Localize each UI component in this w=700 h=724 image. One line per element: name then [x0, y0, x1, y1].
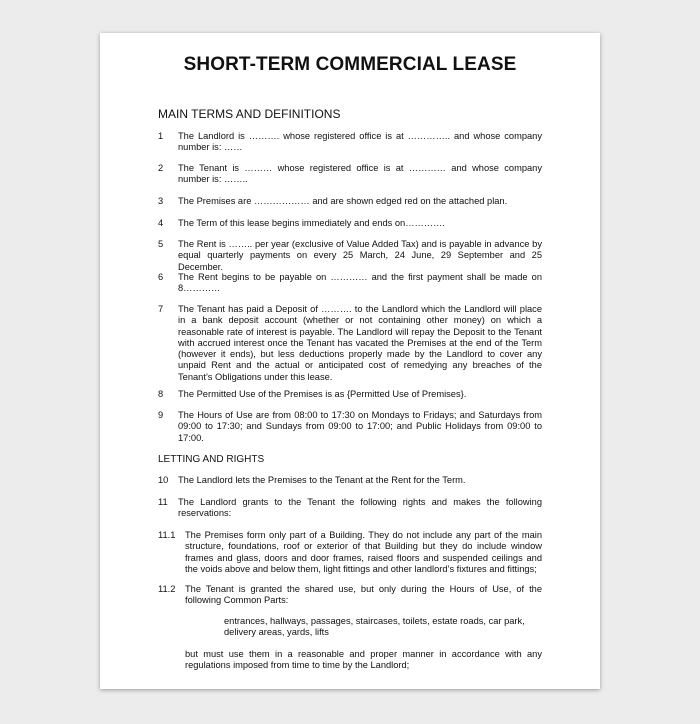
- clause-text: The Premises are ……………… and are shown edged red on the attached plan.: [178, 196, 508, 206]
- clause-8: [158, 389, 542, 400]
- document-title: SHORT-TERM COMMERCIAL LEASE: [183, 54, 517, 75]
- clause-number: 5: [158, 239, 164, 249]
- clause-3: [158, 196, 542, 207]
- clause-4: [158, 218, 542, 229]
- clause-number: 11.1: [158, 530, 176, 540]
- clause-text: The Hours of Use are from 08:00 to 17:30 on Mondays to Fridays; and Saturdays from 09:00 to 17:30; and Sundays from 09:00 to 17:00; and Public Holidays from 09:00 to 17:00.: [178, 410, 542, 443]
- clause-10: [158, 475, 542, 486]
- clause-text: The Term of this lease begins immediately and ends on………….: [178, 218, 445, 228]
- section-heading-main-terms: MAIN TERMS AND DEFINITIONS: [158, 107, 341, 121]
- clause-number: 10: [158, 475, 169, 485]
- clause-text: The Premises form only part of a Building. They do not include any part of the main structure, foundations, roof or exterior of that Building but they do include window frames and glass, doors and door frames, raised floors and suspended ceilings and the voids above and below them, light fittings and other landlord’s fixtures and fittings;: [185, 530, 542, 574]
- clause-number: 3: [158, 196, 164, 206]
- clause-9: [158, 410, 542, 444]
- clause-number: 9: [158, 410, 164, 420]
- clause-number: 11.2: [158, 584, 176, 594]
- clause-number: 7: [158, 304, 164, 314]
- document-page: [100, 33, 600, 689]
- clause-number: 4: [158, 218, 164, 228]
- clause-text: The Rent begins to be payable on ………… and the first payment shall be made on 8…………: [178, 272, 542, 294]
- clause-number: 8: [158, 389, 164, 399]
- clause-text: The Rent is …….. per year (exclusive of Value Added Tax) and is payable in advance by equal quarterly payments on every 25 March, 24 June, 29 September and 25 December.: [178, 239, 542, 272]
- clause-number: 2: [158, 163, 164, 173]
- clause-text: The Tenant is ……… whose registered office is at ………… and whose company number is: ……..: [178, 163, 542, 185]
- clause-number: 11: [158, 497, 168, 507]
- clause-number: 6: [158, 272, 164, 282]
- common-parts-list: entrances, hallways, passages, staircases, toilets, estate roads, car park, delivery areas, yards, lifts: [224, 616, 525, 638]
- clause-text: The Tenant is granted the shared use, but only during the Hours of Use, of the following Common Parts:: [185, 584, 542, 606]
- clause-7: [158, 304, 542, 383]
- clause-11-1: [158, 530, 542, 575]
- clause-11: [158, 497, 542, 520]
- clause-text: The Tenant has paid a Deposit of ………. to the Landlord which the Landlord will place in a bank deposit account (whether or not containing other money) on which a reasonable rate of interest is payable. The Landlord will repay the Deposit to the Tenant with accrued interest once the Tenant has vacated the Premises at the end of the Term (however it ends), but less deductions properly made by the Landlord to cover any unpaid Rent and the actual or anticipated cost of remedying any breaches of the Tenant’s Obligations under this lease.: [178, 304, 542, 382]
- clause-6: [158, 272, 542, 295]
- clause-5: [158, 239, 542, 273]
- clause-1: [158, 131, 542, 154]
- clause-text: The Landlord grants to the Tenant the following rights and makes the following reservations:: [178, 497, 542, 519]
- clause-2: [158, 163, 542, 186]
- clause-text: The Permitted Use of the Premises is as {Permitted Use of Premises}.: [178, 389, 467, 399]
- clause-text: The Landlord lets the Premises to the Tenant at the Rent for the Term.: [178, 475, 466, 485]
- clause-number: 1: [158, 131, 164, 141]
- clause-text: The Landlord is ………. whose registered office is at ………….. and whose company number is: ……: [178, 131, 542, 153]
- section-heading-letting-and-rights: LETTING AND RIGHTS: [158, 454, 265, 465]
- clause-11-2-continuation: but must use them in a reasonable and proper manner in accordance with any regulations imposed from time to time by the Landlord;: [185, 649, 542, 671]
- clause-11-2: [158, 584, 542, 607]
